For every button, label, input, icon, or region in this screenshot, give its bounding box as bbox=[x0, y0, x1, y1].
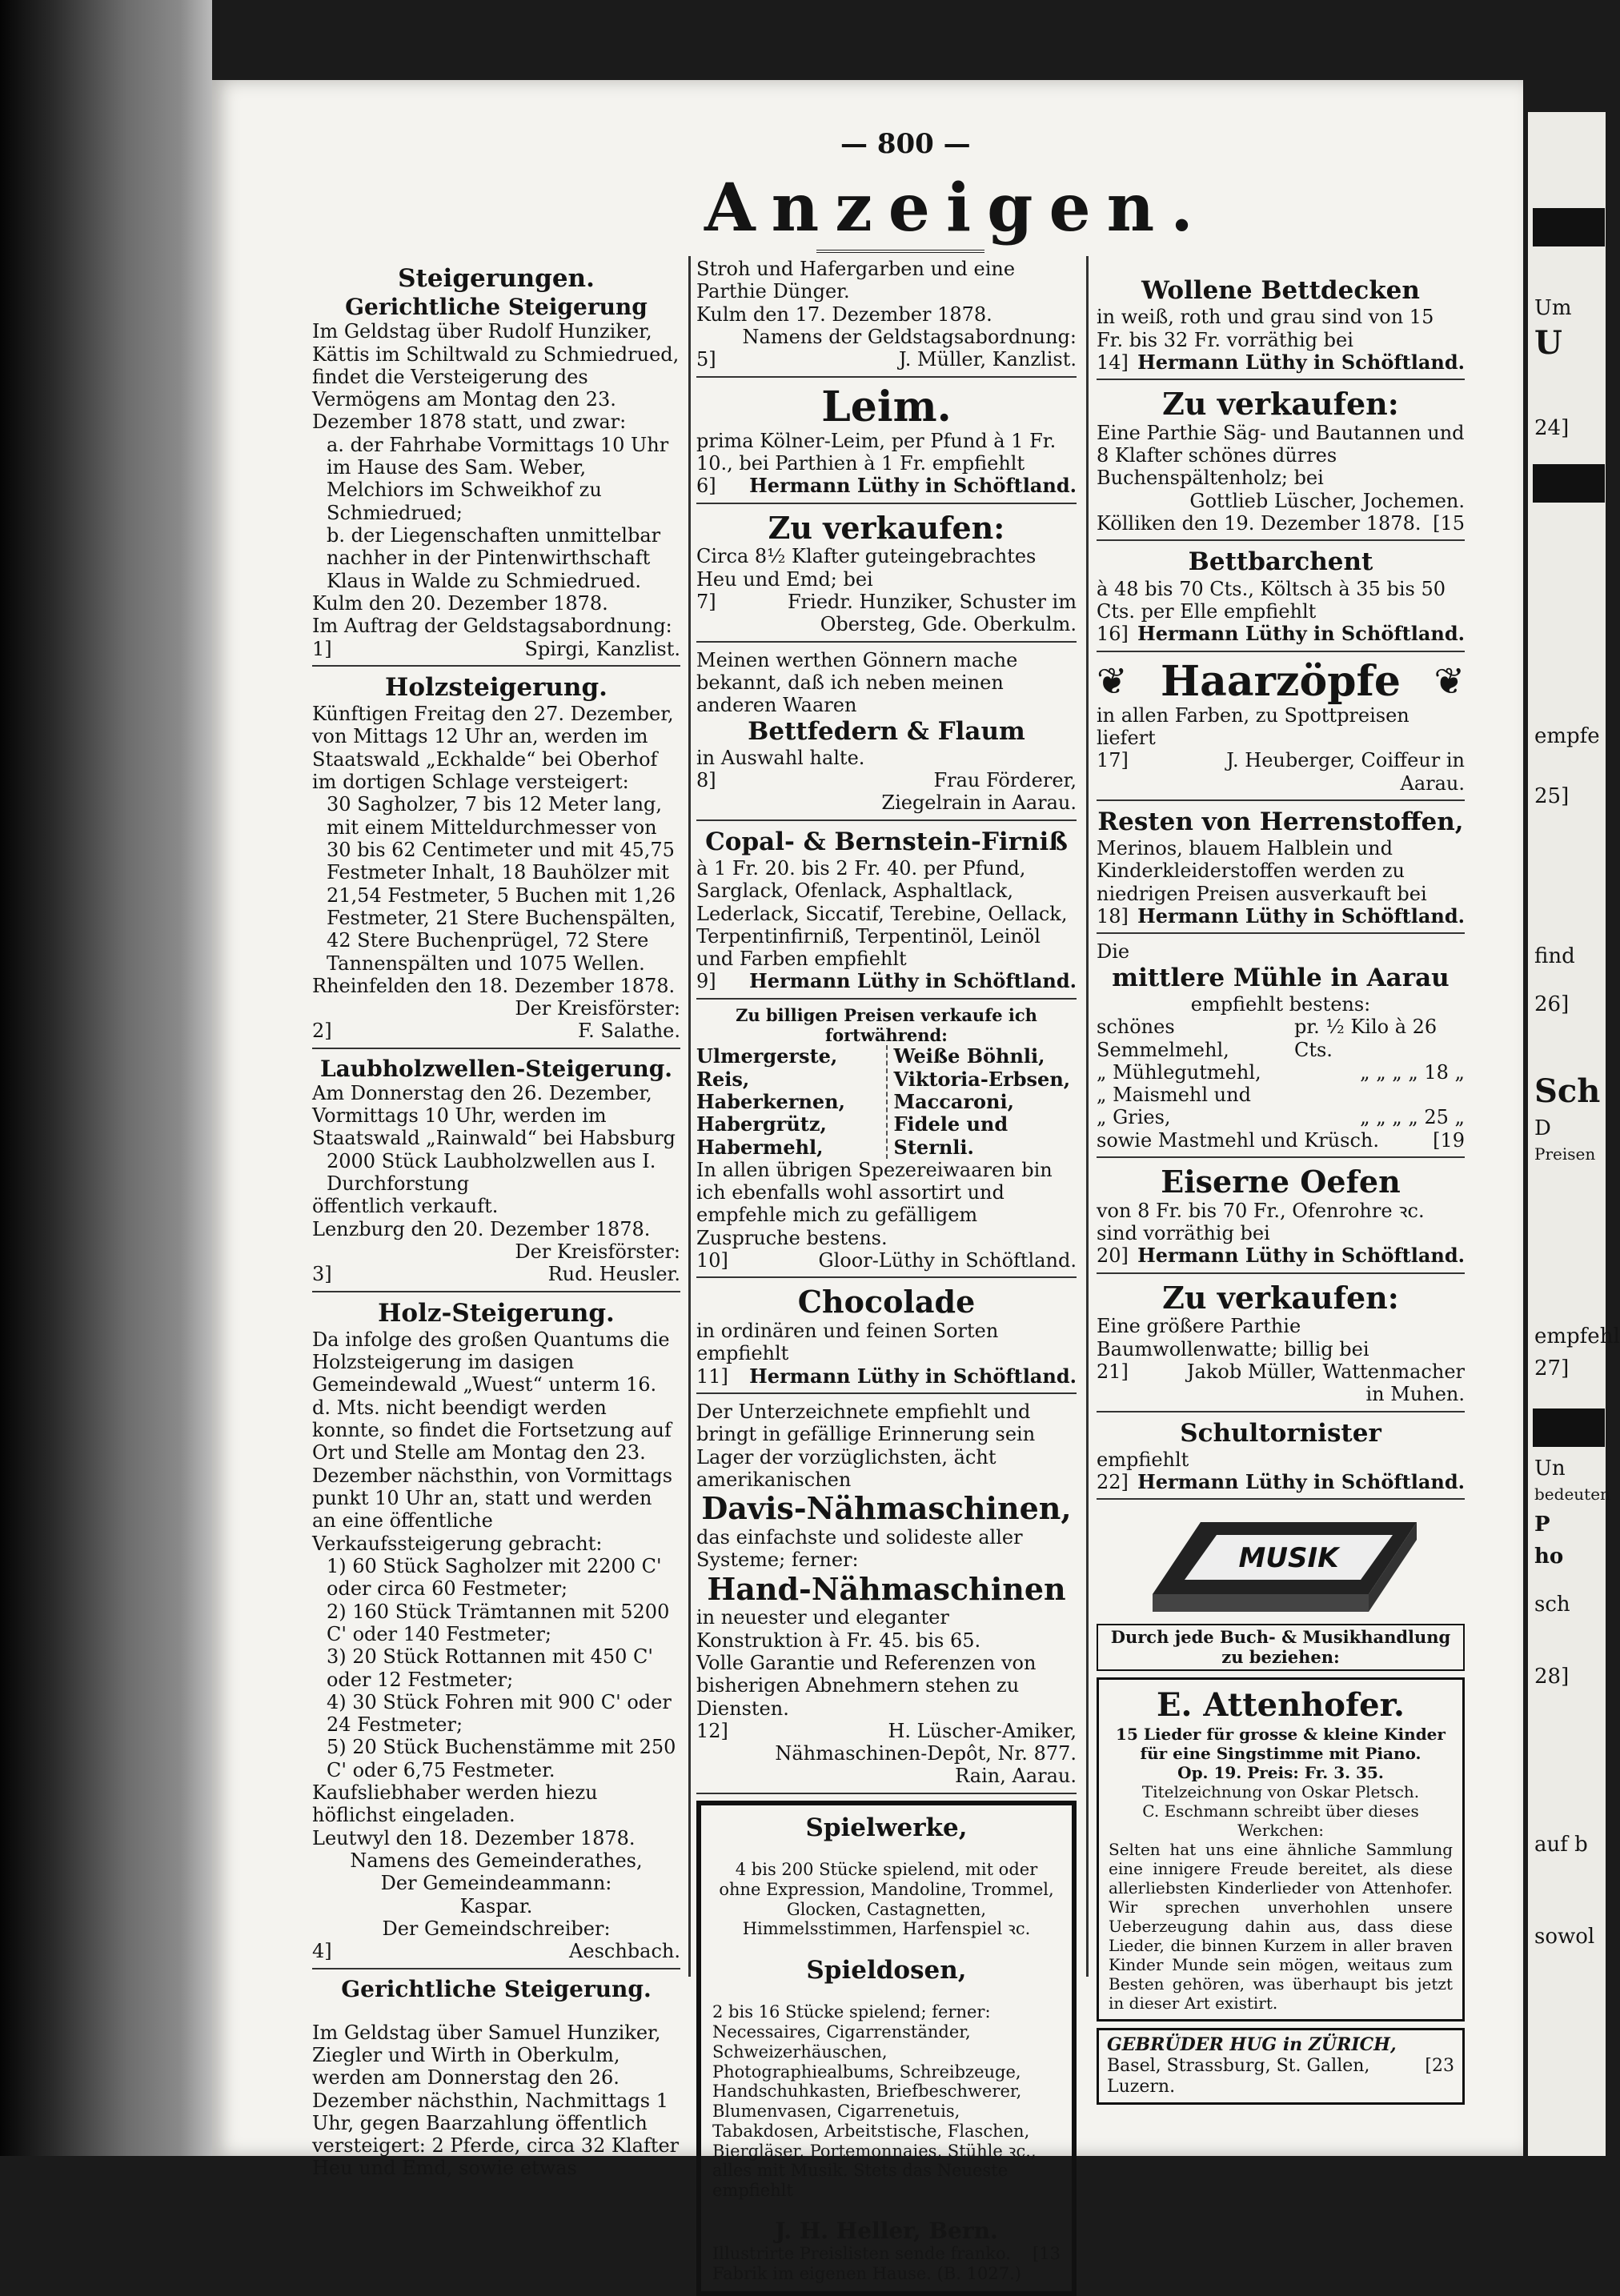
product-item: Maccaroni, bbox=[893, 1089, 1014, 1113]
ad-7 bbox=[696, 511, 1077, 643]
ad-seller: Hermann Lüthy in Schöftland. bbox=[1137, 622, 1465, 646]
ad-text: Meinen werthen Gönnern mache bekannt, daß ich neben meinen anderen Waaren bbox=[696, 648, 1018, 717]
ad-text: Im Geldstag über Rudolf Hunziker, Kättis im Schiltwald zu Schmiedrued, findet die Versteigerung des Vermögens am Montag den 23. Dezember 1878 statt, und zwar: bbox=[312, 320, 680, 434]
ad-list-item: 1) 60 Stück Sagholzer mit 2200 C' oder circa 60 Festmeter; bbox=[327, 1554, 662, 1601]
fragment-text: ho bbox=[1534, 1545, 1564, 1569]
ad-heading: Holzsteigerung. bbox=[385, 672, 608, 702]
ad-text: Der Unterzeichnete empfiehlt und bringt in gefällige Erinnerung sein Lager der vorzüglichsten, ächt amerikanischen bbox=[696, 1400, 1036, 1491]
price-item: „ Mühlegutmehl, bbox=[1097, 1060, 1261, 1084]
ad-list-item: 4) 30 Stück Fohren mit 900 C' oder 24 Festmeter; bbox=[327, 1690, 672, 1737]
ad-5-cont bbox=[696, 258, 1077, 378]
ad-text: 2 bis 16 Stücke spielend; ferner: Necessaires, Cigarrenständer, Schweizerhäuschen, Photographiealbums, Schreibzeuge, Handschuhkasten, Briefbeschwerer, Blumenvasen, Cigarrenetuis, Tabakdosen, Arbeitstische, Flaschen, Biergläser, Portemonnaies, Stühle ꝛc., alles mit Musik. Stets das Neueste empfiehlt bbox=[712, 2002, 1037, 2201]
fragment-text: sowol bbox=[1534, 1925, 1595, 1949]
ad-date: Kölliken den 19. Dezember 1878. bbox=[1097, 512, 1422, 535]
fragment-text: Preisen bbox=[1534, 1144, 1596, 1164]
ad-text: Am Donnerstag den 26. Dezember, Vormittags 10 Uhr, werden im Staatswald „Rainwald“ bei Habsburg bbox=[312, 1081, 676, 1150]
ad-heading: Eiserne Oefen bbox=[1161, 1164, 1401, 1200]
ad-list-item: 2) 160 Stück Trämtannen mit 5200 C' oder 140 Festmeter; bbox=[327, 1600, 670, 1645]
ad-date: Leutwyl den 18. Dezember 1878. bbox=[312, 1826, 636, 1849]
ad-seller: Hermann Lüthy in Schöftland. bbox=[1137, 1470, 1465, 1494]
ad-text: Stroh und Hafergarben und eine Parthie Dünger. bbox=[696, 258, 1016, 303]
ad-11 bbox=[696, 1284, 1077, 1394]
ad-18 bbox=[1097, 807, 1465, 934]
adjacent-page-strip bbox=[1523, 112, 1620, 2156]
ad-signer: Kaspar. bbox=[459, 1894, 533, 1917]
ad-seller: Jakob Müller, Wattenmacher in Muhen. bbox=[1186, 1360, 1465, 1406]
ad-19 bbox=[1097, 940, 1465, 1158]
price-item: sowie Mastmehl und Krüsch. bbox=[1097, 1128, 1379, 1152]
fragment-text: 24] bbox=[1534, 416, 1570, 440]
ad-text: prima Kölner-Leim, per Pfund à 1 Fr. 10., bei Parthien à 1 Fr. empfiehlt bbox=[696, 429, 1057, 475]
product-item: Sternli. bbox=[893, 1135, 974, 1159]
fragment-text: Um bbox=[1534, 296, 1572, 320]
ad-1 bbox=[312, 294, 680, 667]
book-title: MUSIK bbox=[1238, 1542, 1339, 1575]
ink-block bbox=[1533, 464, 1605, 503]
fragment-text: Sch bbox=[1534, 1072, 1601, 1110]
ad-number: 11] bbox=[696, 1364, 728, 1388]
ad-text: empfiehlt bbox=[1097, 1448, 1189, 1471]
column-2 bbox=[696, 258, 1077, 2283]
product-item: Reis, bbox=[696, 1067, 750, 1091]
fragment-text: Un bbox=[1534, 1457, 1566, 1481]
price-item: „ Maismehl und bbox=[1097, 1084, 1251, 1107]
price-item: schönes Semmelmehl, bbox=[1097, 1016, 1229, 1061]
ad-text: 4 bis 200 Stücke spielend, mit oder ohne Expression, Mandoline, Trommel, Glocken, Castagnetten, Himmelsstimmen, Harfenspiel ꝛc. bbox=[719, 1859, 1054, 1939]
ad-number: 12] bbox=[696, 1719, 728, 1742]
section-title: Steigerungen. bbox=[398, 264, 595, 293]
fragment-text: 25] bbox=[1534, 784, 1570, 808]
ad-15 bbox=[1097, 387, 1465, 541]
book-icon bbox=[1137, 1506, 1425, 1618]
fragment-text: U bbox=[1534, 324, 1562, 362]
ink-block bbox=[1533, 208, 1605, 246]
ad-text: Da infolge des großen Quantums die Holzsteigerung im dasigen Gemeindewald „Wuest“ unterm 16. d. Mts. nicht beendigt werden konnte, so findet die Fortsetzung auf Ort und Stelle am Montag den 23. Dezember nächsthin, von Vormittags punkt 10 Uhr an, statt und werden an eine öffentliche Verkaufssteigerung gebracht: bbox=[312, 1328, 673, 1555]
price-value: pr. ½ Kilo à 26 Cts. bbox=[1293, 1016, 1438, 1061]
ad-text: öffentlich verkauft. bbox=[312, 1195, 499, 1218]
ad-signer: Spirgi, Kanzlist. bbox=[524, 637, 680, 660]
ad-22 bbox=[1097, 1419, 1465, 1501]
ad-signer-role: Der Gemeindschreiber: bbox=[382, 1917, 611, 1940]
ad-author: E. Attenhofer. bbox=[1157, 1686, 1405, 1725]
ad-heading: Gerichtliche Steigerung bbox=[345, 294, 648, 321]
product-item: Viktoria-Erbsen, bbox=[893, 1067, 1071, 1091]
ad-number: 3] bbox=[312, 1263, 332, 1286]
ad-heading: Zu verkaufen: bbox=[768, 509, 1005, 546]
ad-seller: Hermann Lüthy in Schöftland. bbox=[749, 474, 1077, 498]
ad-text: das einfachste und solideste aller Systeme; ferner: bbox=[696, 1525, 1023, 1572]
ad-6 bbox=[696, 384, 1077, 504]
ad-item: b. der Liegenschaften unmittelbar nachher in der Pintenwirthschaft Klaus in Walde zu Schmiedrued. bbox=[327, 524, 661, 592]
ad-text: Merinos, blauem Halblein und Kinderkleiderstoffen werden zu niedrigen Preisen ausverkauft bei bbox=[1097, 837, 1427, 905]
ad-heading: Leim. bbox=[821, 382, 952, 431]
ad-text: Kaufsliebhaber werden hiezu höflichst eingeladen. bbox=[312, 1781, 598, 1827]
ad-seller: H. Lüscher-Amiker, Nähmaschinen-Depôt, Nr. 877. Rain, Aarau. bbox=[775, 1719, 1077, 1788]
ad-number: [13 bbox=[1033, 2243, 1061, 2263]
ad-seller: Gottlieb Lüscher, Jochemen. bbox=[1189, 489, 1465, 512]
ad-seller: Hermann Lüthy in Schöftland. bbox=[749, 1364, 1077, 1388]
ad-9 bbox=[696, 827, 1077, 1000]
ad-footer: Illustrirte Preislisten sende franko. Fabrik im eigenen Hause. (B. 1027.) bbox=[712, 2243, 1021, 2283]
ad-number: 6] bbox=[696, 475, 716, 498]
ad-heading: mittlere Mühle in Aarau bbox=[1112, 963, 1450, 992]
ad-heading: Wollene Bettdecken bbox=[1141, 276, 1420, 305]
ad-date: Kulm den 17. Dezember 1878. bbox=[696, 303, 992, 326]
ad-seller: Friedr. Hunziker, Schuster im Obersteg, Gde. Oberkulm. bbox=[788, 591, 1077, 636]
ad-number: 7] bbox=[696, 591, 716, 613]
fragment-text: bedeuten bbox=[1534, 1485, 1610, 1504]
ad-heading: Holz-Steigerung. bbox=[378, 1298, 615, 1328]
ad-publisher: GEBRÜDER HUG in ZÜRICH, bbox=[1107, 2034, 1397, 2056]
price-value: „ „ „ „ 18 „ bbox=[1360, 1060, 1465, 1084]
ad-8 bbox=[696, 649, 1077, 821]
ad-seller: J. H. Heller, Bern. bbox=[775, 2217, 998, 2244]
ad-heading: 15 Lieder für grosse & kleine Kinder bbox=[1116, 1725, 1446, 1745]
ad-date: Rheinfelden den 18. Dezember 1878. bbox=[312, 974, 676, 997]
ad-23 bbox=[1097, 1506, 1465, 2105]
ad-text: empfiehlt bestens: bbox=[1190, 992, 1371, 1016]
ad-list-item: 3) 20 Stück Rottannen mit 450 C' oder 12 Festmeter; bbox=[327, 1645, 654, 1691]
ad-on-behalf: Im Auftrag der Geldstagsabordnung: bbox=[312, 615, 672, 638]
ad-21 bbox=[1097, 1280, 1465, 1412]
ad-3 bbox=[312, 1056, 680, 1292]
ad-signer: F. Salathe. bbox=[578, 1020, 680, 1043]
ink-block bbox=[1533, 1408, 1605, 1447]
ad-heading: Chocolade bbox=[797, 1284, 976, 1320]
ad-lot: 2000 Stück Laubholzwellen aus I. Durchforstung bbox=[327, 1149, 656, 1196]
column-divider bbox=[1086, 256, 1089, 1977]
ad-heading: Gerichtliche Steigerung. bbox=[341, 1975, 652, 2002]
ad-signer: Aeschbach. bbox=[569, 1940, 680, 1963]
ad-heading: Resten von Herrenstoffen, bbox=[1097, 807, 1464, 836]
ad-text: C. Eschmann schreibt über dieses Werkchen: bbox=[1142, 1801, 1419, 1841]
masthead: Anzeigen. bbox=[704, 170, 1209, 246]
product-item: Habergrütz, bbox=[696, 1112, 827, 1136]
product-list bbox=[696, 1045, 1077, 1159]
ad-number: [15 bbox=[1433, 512, 1465, 535]
ad-number: 14] bbox=[1097, 351, 1129, 374]
ad-seller: Hermann Lüthy in Schöftland. bbox=[749, 969, 1077, 993]
ad-4 bbox=[312, 1299, 680, 1969]
ad-list-item: 5) 20 Stück Buchenstämme mit 250 C' oder 6,75 Festmeter. bbox=[327, 1736, 676, 1781]
fragment-text: sch bbox=[1534, 1593, 1570, 1617]
ad-item: a. der Fahrhabe Vormittags 10 Uhr im Hause des Sam. Weber, Melchiors im Schweikhof zu Schmiedrued; bbox=[327, 433, 669, 524]
page-number: — 800 — bbox=[840, 128, 971, 160]
ad-number: 1] bbox=[312, 637, 332, 660]
musik-book-illustration bbox=[1097, 1506, 1465, 1623]
ad-text: von 8 Fr. bis 70 Fr., Ofenrohre ꝛc. sind vorräthig bei bbox=[1097, 1199, 1425, 1245]
ad-text: Titelzeichnung von Oskar Pletsch. bbox=[1141, 1782, 1420, 1802]
ad-20 bbox=[1097, 1164, 1465, 1274]
ad-number: 16] bbox=[1097, 623, 1129, 646]
ad-number: 22] bbox=[1097, 1471, 1129, 1494]
ad-number: [19 bbox=[1433, 1128, 1465, 1152]
ad-box bbox=[1097, 1677, 1465, 2022]
ad-text: Circa 8½ Klafter guteingebrachtes Heu und Emd; bei bbox=[696, 545, 1037, 591]
ad-signer-role: Der Kreisförster: bbox=[515, 997, 680, 1020]
ad-heading: Copal- & Bernstein-Firniß bbox=[705, 827, 1068, 856]
ad-text: Volle Garantie und Referenzen von bisherigen Abnehmern stehen zu Diensten. bbox=[696, 1651, 1037, 1720]
ad-heading: Haarzöpfe bbox=[1161, 656, 1401, 706]
ad-text: à 1 Fr. 20. bis 2 Fr. 40. per Pfund, Sarglack, Ofenlack, Asphaltlack, Lederlack, Siccatif, Terebine, Oellack, Terpentinfirniß, Terpentinöl, Leinöl und Farben empfiehlt bbox=[696, 856, 1068, 971]
ad-text: in Auswahl halte. bbox=[696, 746, 865, 769]
fragment-text: auf b bbox=[1534, 1833, 1588, 1857]
ad-text: Im Geldstag über Samuel Hunziker, Ziegler und Wirth in Oberkulm, werden am Donnerstag den 26. Dezember nächsthin, Nachmittags 1 Uhr, gegen Baarzahlung öffentlich versteigert: 2 Pferde, circa 32 Klafter Heu und Emd, sowie etwas bbox=[312, 2021, 680, 2180]
ad-text: in ordinären und feinen Sorten empfiehlt bbox=[696, 1320, 999, 1365]
ad-text: Eine Parthie Säg- und Bautannen und 8 Klafter schönes dürres Buchenspältenholz; bei bbox=[1097, 421, 1465, 490]
ad-10 bbox=[696, 1006, 1077, 1279]
ad-number: 2] bbox=[312, 1020, 332, 1043]
ad-number: 10] bbox=[696, 1249, 728, 1272]
ad-heading: Zu verkaufen: bbox=[1162, 1279, 1399, 1316]
column-divider bbox=[688, 256, 691, 1977]
product-item: Weiße Böhnli, bbox=[893, 1044, 1045, 1068]
ad-text: in allen Farben, zu Spottpreisen liefert bbox=[1097, 703, 1409, 749]
ad-heading: Bettbarchent bbox=[1188, 547, 1373, 577]
ad-price: Op. 19. Preis: Fr. 3. 35. bbox=[1177, 1763, 1384, 1783]
ad-heading: Spieldosen, bbox=[806, 1956, 967, 1985]
ad-seller: Gloor-Lüthy in Schöftland. bbox=[818, 1249, 1077, 1272]
ad-review: Selten hat uns eine ähnliche Sammlung eine innigere Freude bereitet, als diese allerliebsten Kinderlieder von Attenhofer. Wir sprechen unverhohlen unsere Ueberzeugung dahin aus, dass diese Lieder, die binnen Kurzem in aller braven Kinder Munde sein mögen, weitaus zum Besten gehören, was überhaupt bis jetzt in dieser Art existirt. bbox=[1109, 1840, 1453, 2014]
ornament-icon: ❦ bbox=[1434, 659, 1465, 703]
ad-2 bbox=[312, 673, 680, 1049]
ad-text: Künftigen Freitag den 27. Dezember, von Mittags 12 Uhr an, werden im Staatswald „Eckhalde“ bei Oberhof im dortigen Schlage versteigert: bbox=[312, 703, 674, 794]
fragment-text: find bbox=[1534, 944, 1575, 968]
ad-footer bbox=[1097, 2028, 1465, 2105]
ad-text: Eine größere Parthie Baumwollenwatte; billig bei bbox=[1097, 1315, 1369, 1360]
ad-heading: Bettfedern & Flaum bbox=[748, 716, 1025, 746]
ad-banner: Durch jede Buch- & Musikhandlung zu beziehen: bbox=[1097, 1624, 1465, 1672]
ad-signer: J. Müller, Kanzlist. bbox=[899, 348, 1077, 371]
ad-number: 21] bbox=[1097, 1360, 1129, 1383]
ornament-icon: ❦ bbox=[1097, 659, 1128, 703]
ad-seller: J. Heuberger, Coiffeur in Aarau. bbox=[1226, 749, 1465, 795]
ad-text: In allen übrigen Spezereiwaaren bin ich ebenfalls wohl assortirt und empfehle mich zu gefälligem Zuspruche bestens. bbox=[696, 1158, 1053, 1249]
ad-number: 18] bbox=[1097, 905, 1129, 928]
ad-number: [23 bbox=[1425, 2056, 1454, 2077]
ad-signer-role: Der Gemeindeammann: bbox=[380, 1872, 612, 1895]
ad-number: 9] bbox=[696, 970, 716, 993]
ad-heading: Laubholzwellen-Steigerung. bbox=[319, 1055, 673, 1082]
ad-12 bbox=[696, 1400, 1077, 1794]
ad-seller: Hermann Lüthy in Schöftland. bbox=[1137, 350, 1465, 374]
ad-signer: Rud. Heusler. bbox=[547, 1263, 680, 1286]
ad-seller: Hermann Lüthy in Schöftland. bbox=[1137, 1244, 1465, 1268]
product-item: Habermehl, bbox=[696, 1135, 824, 1159]
masthead-rule bbox=[816, 250, 984, 253]
price-value: „ „ „ „ 25 „ bbox=[1360, 1106, 1465, 1129]
ad-signer-role: Der Kreisförster: bbox=[515, 1240, 680, 1263]
ad-lot: 30 Sagholzer, 7 bis 12 Meter lang, mit einem Mitteldurchmesser von 30 bis 62 Centimeter und mit 45,75 Festmeter Inhalt, 18 Bauhölzer mit 21,54 Festmeter, 5 Buchen mit 1,26 Festmeter, 21 Stere Buchenspälten, 42 Stere Buchenprügel, 72 Stere Tannenspälten und 1075 Wellen. bbox=[327, 793, 676, 975]
ad-text: in weiß, roth und grau sind von 15 Fr. bis 32 Fr. vorräthig bei bbox=[1097, 306, 1434, 351]
ad-seller: Hermann Lüthy in Schöftland. bbox=[1137, 904, 1465, 928]
ad-heading: Zu verkaufen: bbox=[1162, 386, 1399, 423]
ad-subtitle: für eine Singstimme mit Piano. bbox=[1140, 1744, 1422, 1764]
ad-14 bbox=[1097, 276, 1465, 380]
product-item: Haberkernen, bbox=[696, 1089, 845, 1113]
book-edge bbox=[0, 0, 212, 2156]
fragment-text: 28] bbox=[1534, 1665, 1570, 1689]
column-1 bbox=[312, 264, 680, 2180]
ad-17 bbox=[1097, 656, 1465, 801]
ad-text: à 48 bis 70 Cts., Költsch à 35 bis 50 Cts. per Elle empfiehlt bbox=[1097, 577, 1446, 623]
fragment-text: 26] bbox=[1534, 992, 1570, 1016]
ad-text: Die bbox=[1097, 940, 1130, 964]
product-item: Ulmergerste, bbox=[696, 1044, 838, 1068]
ad-number: 5] bbox=[696, 348, 716, 371]
ad-text: in neuester und eleganter Konstruktion à Fr. 45. bis 65. bbox=[696, 1606, 981, 1652]
ad-date: Lenzburg den 20. Dezember 1878. bbox=[312, 1217, 651, 1240]
ad-number: 20] bbox=[1097, 1244, 1129, 1268]
price-item: „ Gries, bbox=[1097, 1106, 1171, 1129]
fragment-text: empfe bbox=[1534, 724, 1600, 748]
ad-seller: Frau Förderer, Ziegelrain in Aarau. bbox=[881, 769, 1077, 815]
ad-heading: Hand-Nähmaschinen bbox=[707, 1570, 1066, 1607]
ad-on-behalf: Namens des Gemeinderathes, bbox=[350, 1849, 643, 1872]
ad-date: Kulm den 20. Dezember 1878. bbox=[312, 591, 608, 615]
product-item: Fidele und bbox=[893, 1112, 1008, 1136]
fragment-text: empfehl bbox=[1534, 1324, 1620, 1348]
ad-13 bbox=[696, 1801, 1077, 2296]
column-3 bbox=[1097, 276, 1465, 2098]
fragment-text: 27] bbox=[1534, 1356, 1570, 1380]
ad-5 bbox=[312, 1976, 680, 2180]
ad-cities: Basel, Strassburg, St. Gallen, Luzern. bbox=[1107, 2056, 1370, 2098]
ad-16 bbox=[1097, 547, 1465, 651]
ad-heading: Spielwerke, bbox=[805, 1813, 968, 1842]
ad-heading: Davis-Nähmaschinen, bbox=[701, 1490, 1072, 1527]
ad-number: 4] bbox=[312, 1940, 332, 1963]
fragment-text: P bbox=[1534, 1513, 1550, 1537]
ad-number: 17] bbox=[1097, 749, 1129, 772]
ad-on-behalf: Namens der Geldstagsabordnung: bbox=[742, 325, 1077, 348]
ad-heading: Zu billigen Preisen verkaufe ich fortwährend: bbox=[736, 1004, 1037, 1045]
ad-heading: Schultornister bbox=[1180, 1418, 1381, 1448]
fragment-text: D bbox=[1534, 1116, 1551, 1140]
ad-number: 8] bbox=[696, 769, 716, 792]
